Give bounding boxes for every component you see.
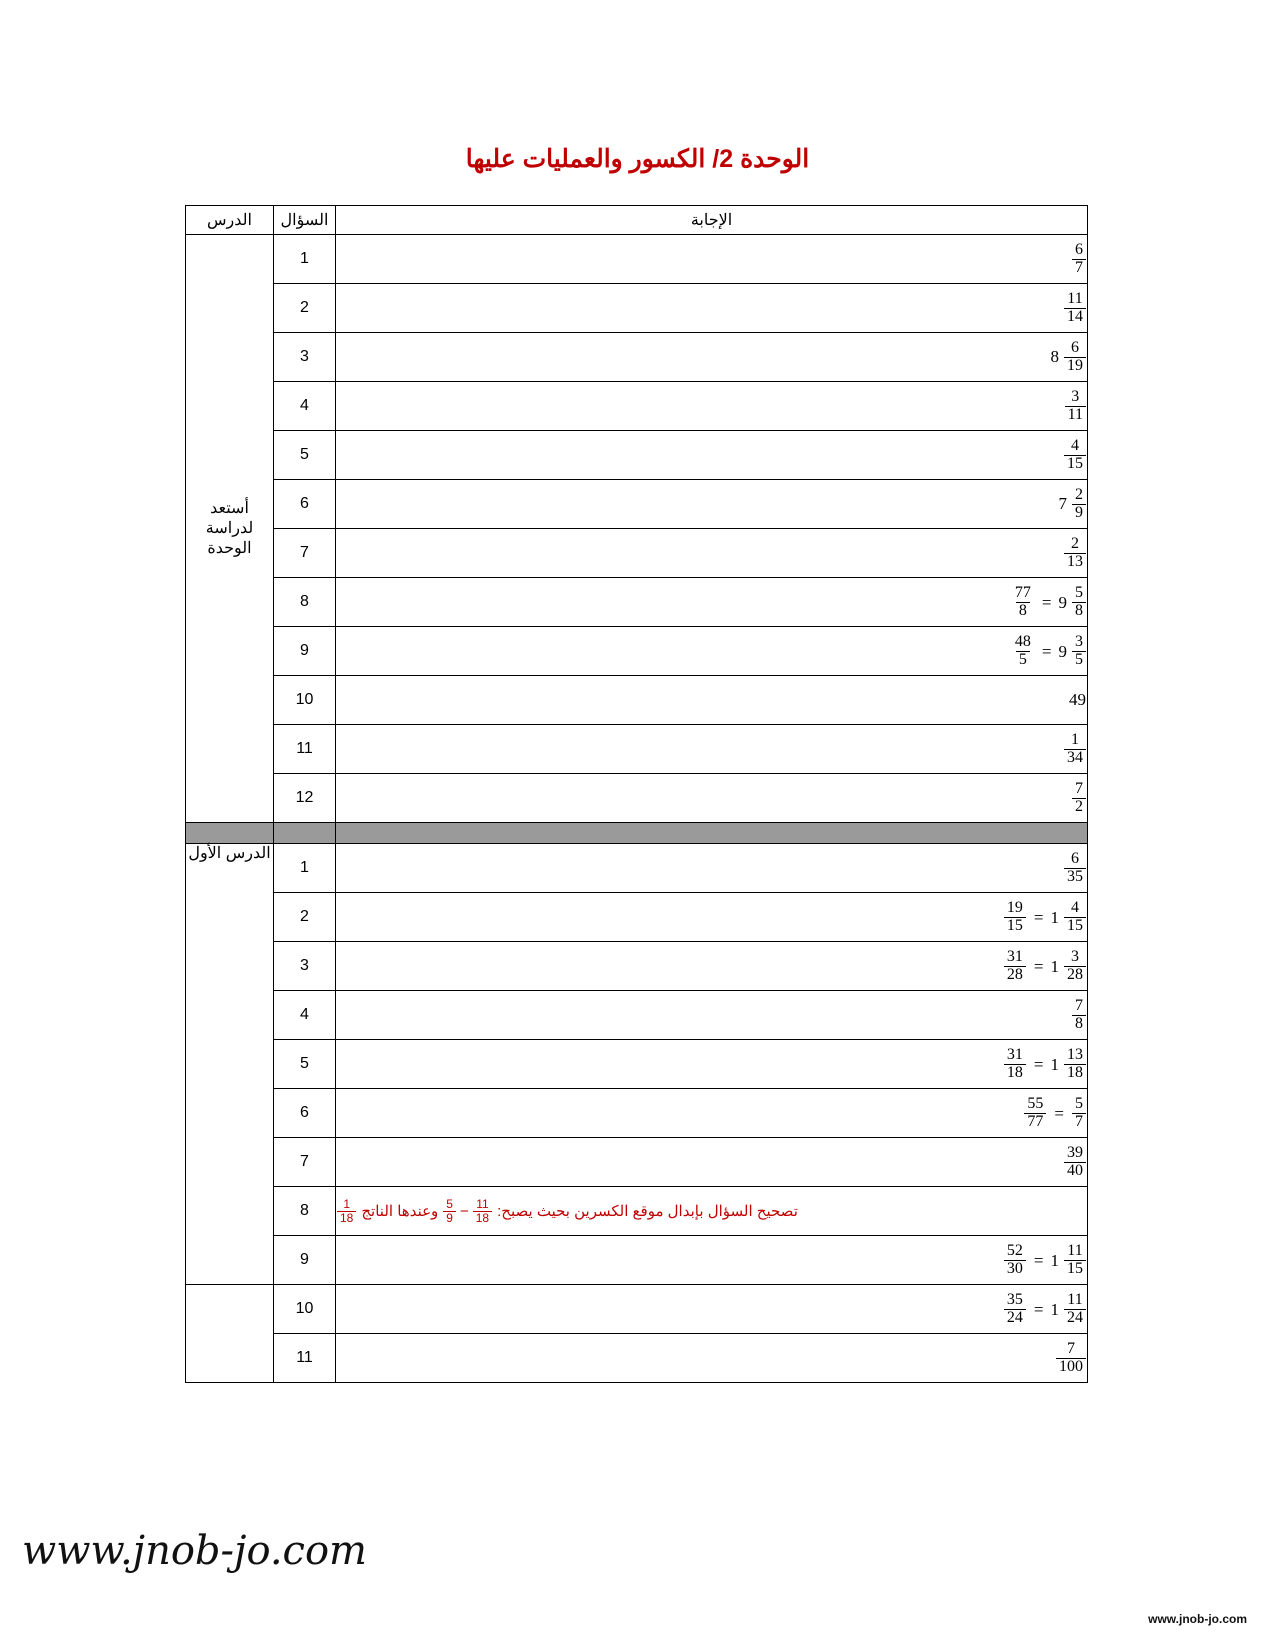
answer-cell [336,676,1088,725]
table-row [186,1285,1088,1334]
answer-cell [336,1138,1088,1187]
table-row [186,431,1088,480]
question-number: 2 [274,284,336,333]
fraction: $\frac{13}{18}$ [1064,1047,1086,1082]
table-row [186,1089,1088,1138]
fraction: $\frac{11}{15}$ [1064,1243,1086,1278]
question-number: 8 [274,578,336,627]
separator-answer-cell [336,823,1088,844]
fraction: $\frac{35}{24}$ [1004,1292,1026,1327]
separator-lesson-cell [186,823,274,844]
header-answer: الإجابة [336,206,1088,235]
fraction: $\frac{3}{5}$ [1072,634,1086,669]
operator: − [459,1202,469,1220]
fraction: $\frac{48}{5}$ [1014,633,1031,668]
table-row [186,774,1088,823]
table-body [186,235,1088,1383]
table-row [186,333,1088,382]
equals-sign: = [1033,1250,1044,1270]
answer-cell [336,844,1088,893]
table-row [186,284,1088,333]
answer-cell [336,382,1088,431]
answer-cell [336,333,1088,382]
answer-cell [336,431,1088,480]
table-row [186,382,1088,431]
fraction: $\frac{19}{15}$ [1004,900,1026,935]
table-row [186,578,1088,627]
answer-cell [336,235,1088,284]
question-number: 6 [274,480,336,529]
table-row [186,235,1088,284]
answer-cell [336,725,1088,774]
table-row [186,1236,1088,1285]
fraction: $\frac{6}{19}$ [1064,340,1086,375]
header-lesson: الدرس [186,206,274,235]
fraction: $\frac{4}{15}$ [1064,900,1086,935]
fraction: $\frac{31}{18}$ [1004,1047,1026,1082]
fraction: $\frac{1}{34}$ [1064,732,1086,767]
question-number: 3 [274,333,336,382]
lesson-empty-cell [186,1285,274,1383]
whole-number: 9 [1058,592,1067,612]
question-number: 11 [274,1334,336,1383]
question-number: 4 [274,991,336,1040]
question-number: 10 [274,1285,336,1334]
table-row [186,942,1088,991]
answer-cell [336,627,1088,676]
answer-cell [336,1040,1088,1089]
answer-cell [336,284,1088,333]
whole-number: 1 [1050,956,1059,976]
whole-number: 7 [1058,494,1067,513]
whole-number: 1 [1050,1299,1059,1319]
table-row [186,529,1088,578]
whole-number: 8 [1050,347,1059,366]
question-number: 1 [274,235,336,284]
note-expression [442,1198,493,1224]
fraction: $\frac{7}{100}$ [1056,1341,1086,1376]
question-number: 1 [274,844,336,893]
answer-cell [336,1089,1088,1138]
table-header [186,206,1088,235]
answer-cell [336,893,1088,942]
note-text-left: وعندها الناتج [361,1203,439,1220]
question-number: 5 [274,431,336,480]
question-number: 12 [274,774,336,823]
lesson-label: الدرس الأول [186,844,274,1285]
table-row [186,627,1088,676]
table-row [186,1040,1088,1089]
whole-number: 1 [1050,1054,1059,1074]
answer-cell [336,942,1088,991]
table-row [186,725,1088,774]
fraction: $\frac{11}{14}$ [1064,291,1086,326]
fraction: $\frac{5}{9}$ [443,1198,456,1224]
whole-number: 1 [1050,907,1059,927]
answer-cell [336,774,1088,823]
table-row [186,991,1088,1040]
separator-question-cell [274,823,336,844]
table-row [186,1187,1088,1236]
answer-cell [336,1285,1088,1334]
fraction: $\frac{7}{8}$ [1072,998,1086,1033]
question-number: 7 [274,529,336,578]
answer-cell [336,529,1088,578]
equals-sign: = [1033,907,1044,927]
table-row [186,676,1088,725]
section-separator [186,823,1088,844]
question-number: 7 [274,1138,336,1187]
table-row [186,1334,1088,1383]
fraction: $\frac{7}{2}$ [1072,781,1086,816]
question-number: 4 [274,382,336,431]
answer-cell [336,1334,1088,1383]
question-number: 10 [274,676,336,725]
fraction: $\frac{2}{13}$ [1064,536,1086,571]
equals-sign: = [1054,1103,1064,1123]
equals-sign: = [1041,592,1052,612]
fraction: $\frac{5}{8}$ [1072,585,1086,620]
question-number: 2 [274,893,336,942]
table-row [186,844,1088,893]
question-number: 11 [274,725,336,774]
question-number: 6 [274,1089,336,1138]
fraction: $\frac{55}{77}$ [1024,1096,1046,1131]
answer-cell [336,1236,1088,1285]
answers-table [185,205,1088,1383]
fraction: $\frac{6}{7}$ [1072,242,1086,277]
fraction: $\frac{52}{30}$ [1004,1243,1026,1278]
fraction: $\frac{2}{9}$ [1072,487,1086,522]
answer-note-cell [336,1187,1088,1236]
question-number: 3 [274,942,336,991]
question-number: 5 [274,1040,336,1089]
whole-number: 9 [1058,641,1067,661]
fraction: $\frac{3}{28}$ [1064,949,1086,984]
fraction: $\frac{77}{8}$ [1014,584,1031,619]
equals-sign: = [1041,641,1052,661]
whole-number: 49 [1069,690,1086,709]
fraction: $\frac{4}{15}$ [1064,438,1086,473]
fraction: $\frac{5}{7}$ [1072,1096,1086,1131]
answer-cell [336,480,1088,529]
header-question: السؤال [274,206,336,235]
equals-sign: = [1033,956,1044,976]
whole-number: 1 [1050,1250,1059,1270]
note-text-right: تصحيح السؤال بإبدال موقع الكسرين بحيث يصبح: [497,1203,798,1220]
fraction: $\frac{3}{11}$ [1065,389,1086,424]
question-number: 9 [274,627,336,676]
equals-sign: = [1033,1299,1044,1319]
answer-cell [336,991,1088,1040]
lesson-label: أستعد لدراسة الوحدة [186,235,274,823]
fraction: $\frac{11}{24}$ [1064,1292,1086,1327]
table-row [186,480,1088,529]
question-number: 8 [274,1187,336,1236]
fraction: $\frac{11}{18}$ [473,1198,492,1224]
question-number: 9 [274,1236,336,1285]
table-row [186,1138,1088,1187]
watermark-main: www.jnob-jo.com [22,1528,367,1574]
equals-sign: = [1033,1054,1044,1074]
answer-cell [336,578,1088,627]
page-title: الوحدة 2/ الكسور والعمليات عليها [465,145,810,173]
fraction: $\frac{6}{35}$ [1064,851,1086,886]
fraction: $\frac{31}{28}$ [1004,949,1026,984]
watermark-small: www.jnob-jo.com [1148,1612,1247,1626]
table-row [186,893,1088,942]
fraction-result: $\frac{1}{18}$ [337,1198,356,1224]
fraction: $\frac{39}{40}$ [1064,1145,1086,1180]
